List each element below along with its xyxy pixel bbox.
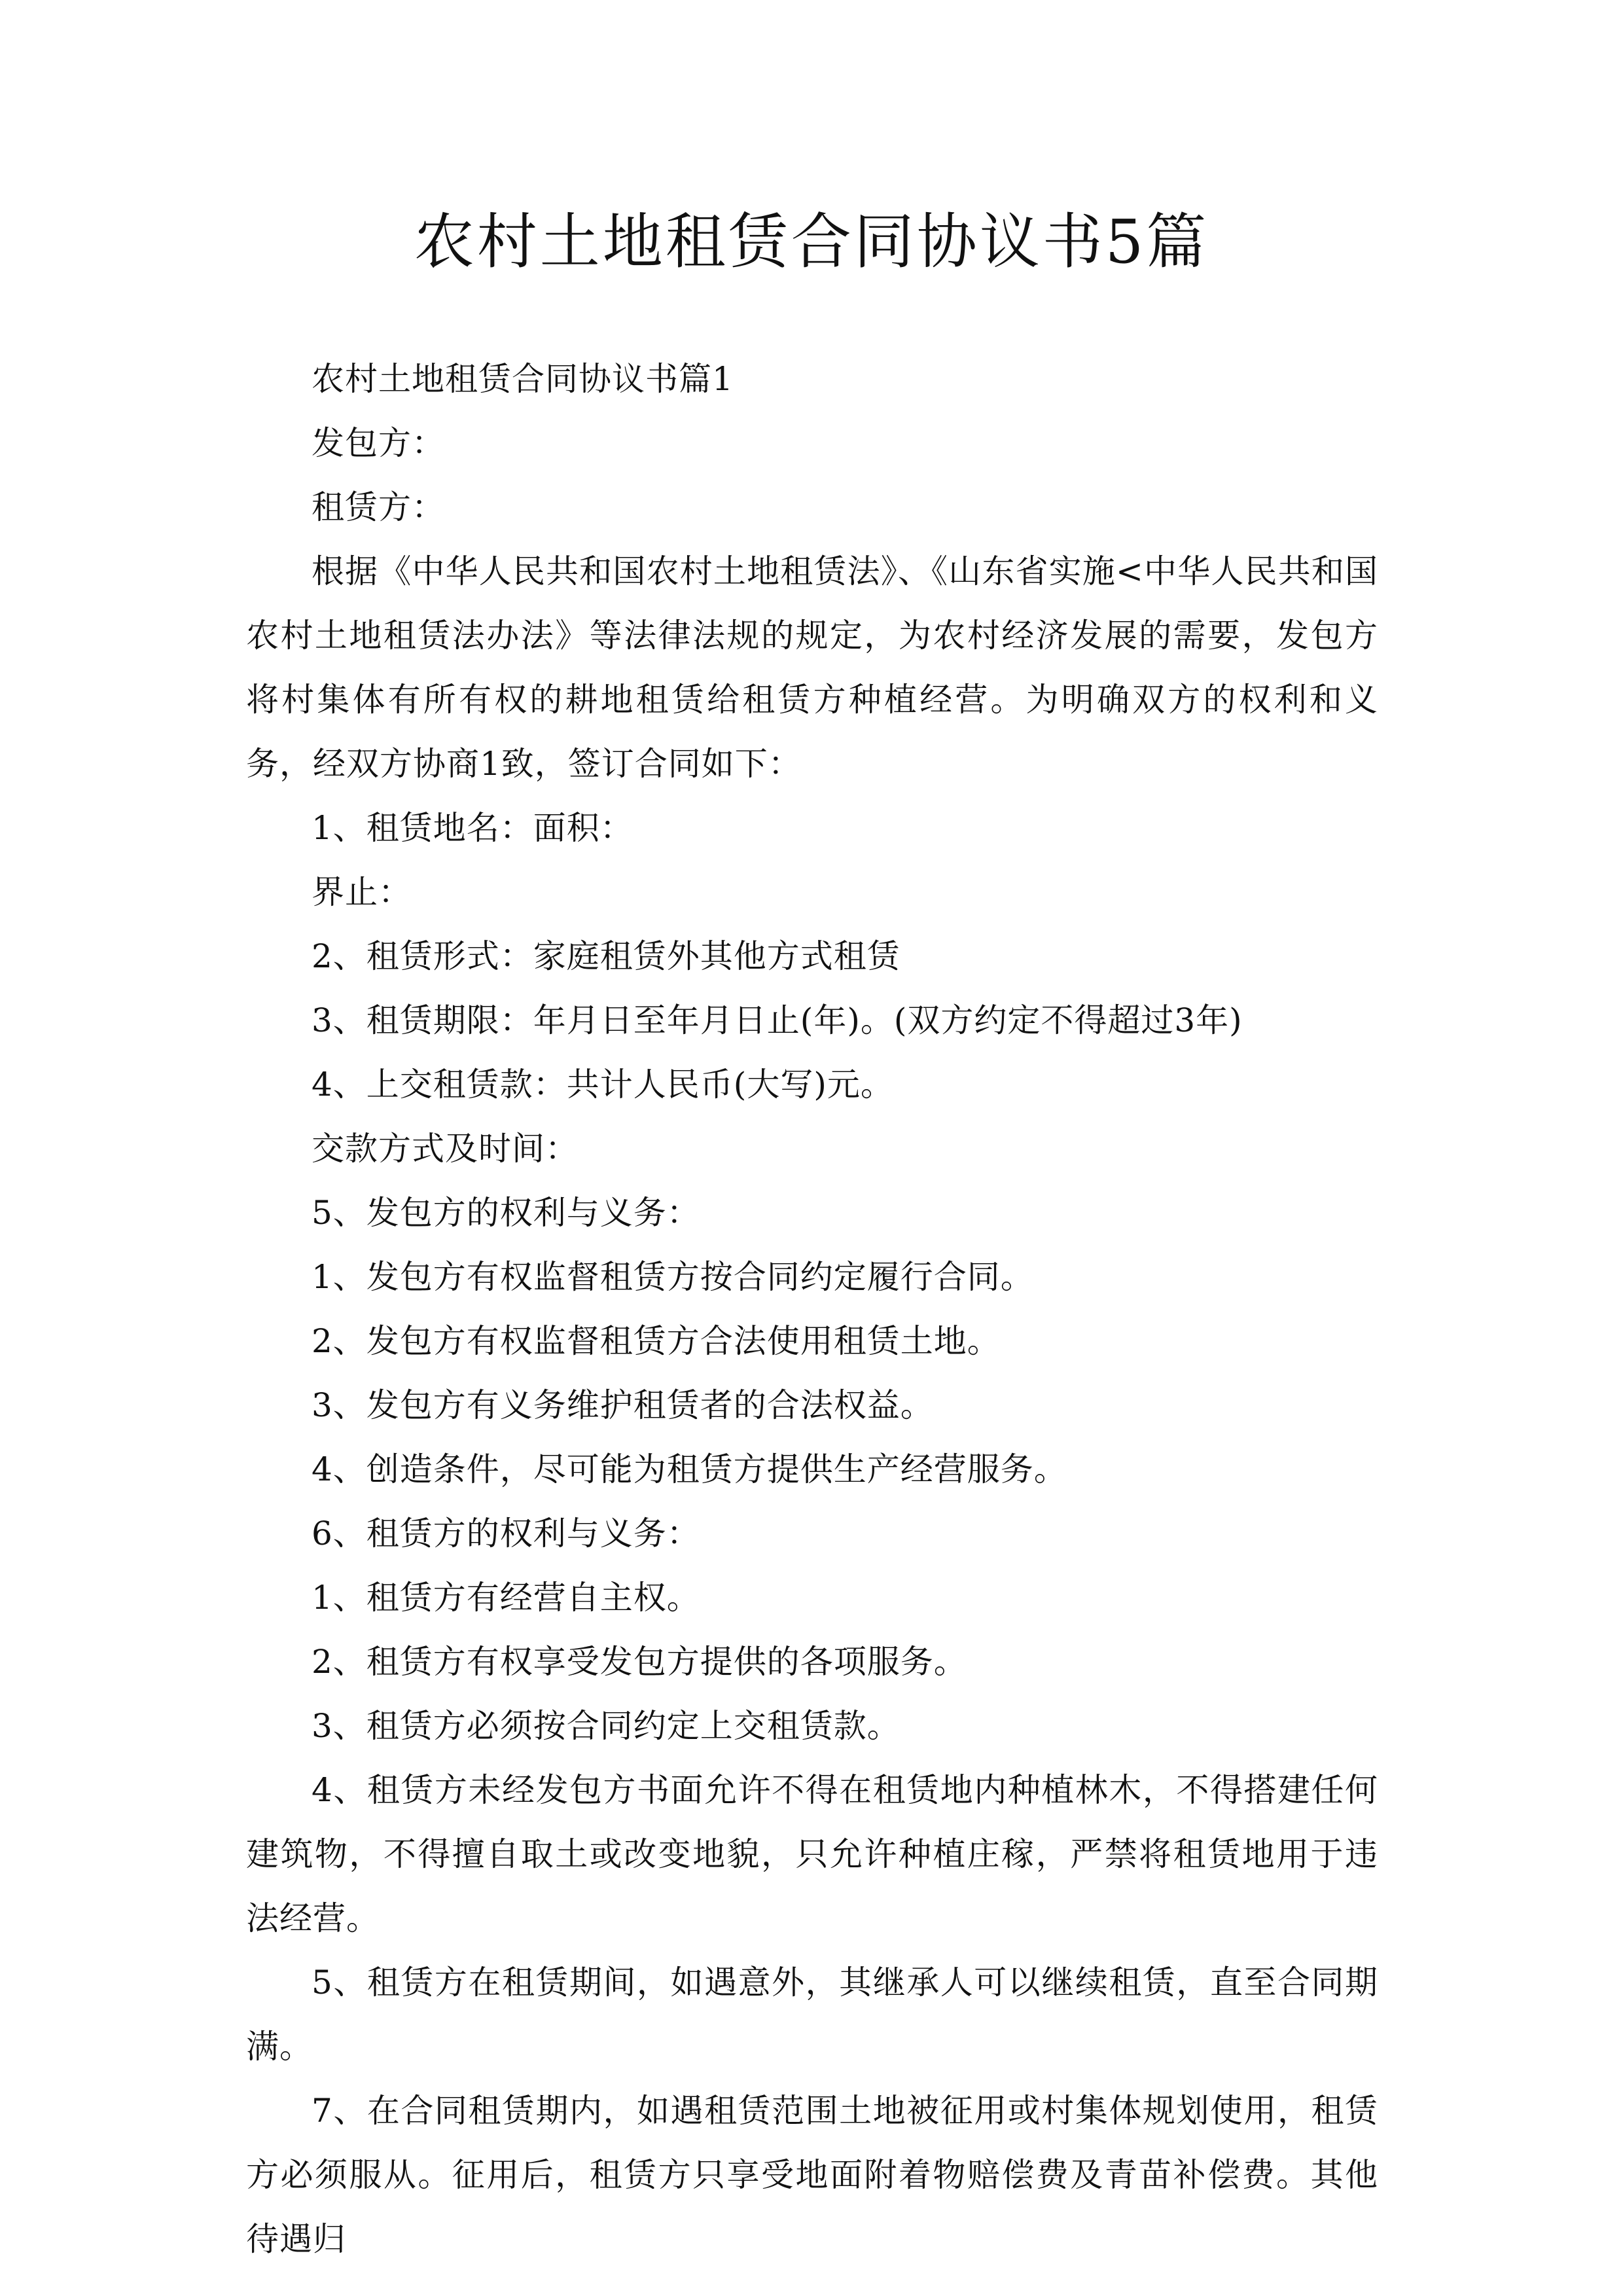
clause-paragraph: 5、租赁方在租赁期间，如遇意外，其继承人可以继续租赁，直至合同期满。	[246, 1964, 1378, 2066]
clause-paragraph: 3、租赁方必须按合同约定上交租赁款。	[312, 1707, 901, 1745]
document-body	[246, 347, 1378, 2271]
clause-paragraph: 1、发包方有权监督租赁方按合同约定履行合同。	[312, 1258, 1034, 1296]
section-heading: 农村土地租赁合同协议书篇1	[312, 360, 734, 398]
clause-paragraph: 2、租赁形式：家庭租赁外其他方式租赁	[312, 937, 901, 975]
party-a-line: 发包方：	[312, 424, 445, 462]
clause-paragraph: 3、租赁期限：年月日至年月日止(年)。(双方约定不得超过3年)	[312, 1001, 1243, 1039]
clause-paragraph: 4、租赁方未经发包方书面允许不得在租赁地内种植林木，不得搭建任何建筑物，不得擅自取土或改变地貌，只允许种植庄稼，严禁将租赁地用于违法经营。	[246, 1771, 1378, 1937]
clause-paragraph: 5、发包方的权利与义务：	[312, 1194, 700, 1232]
clause-paragraph: 1、租赁地名：面积：	[312, 809, 633, 847]
preamble-paragraph: 根据《中华人民共和国农村土地租赁法》、《山东省实施<中华人民共和国农村土地租赁法办法》等法律法规的规定，为农村经济发展的需要，发包方将村集体有所有权的耕地租赁给租赁方种植经营。为明确双方的权利和义务，经双方协商1致，签订合同如下：	[246, 552, 1378, 783]
clause-paragraph: 交款方式及时间：	[312, 1130, 579, 1168]
clause-paragraph: 2、发包方有权监督租赁方合法使用租赁土地。	[312, 1322, 1001, 1360]
clause-paragraph: 4、创造条件，尽可能为租赁方提供生产经营服务。	[312, 1450, 1067, 1488]
clause-paragraph: 7、在合同租赁期内，如遇租赁范围土地被征用或村集体规划使用，租赁方必须服从。征用后，租赁方只享受地面附着物赔偿费及青苗补偿费。其他待遇归	[246, 2092, 1378, 2258]
clause-paragraph: 4、上交租赁款：共计人民币(大写)元。	[312, 1066, 894, 1103]
clause-paragraph: 2、租赁方有权享受发包方提供的各项服务。	[312, 1643, 967, 1681]
clause-paragraph: 界止：	[312, 873, 412, 911]
clause-paragraph: 3、发包方有义务维护租赁者的合法权益。	[312, 1386, 934, 1424]
clause-paragraph: 1、租赁方有经营自主权。	[312, 1579, 700, 1617]
document-title: 农村土地租赁合同协议书5篇	[414, 207, 1209, 277]
party-b-line: 租赁方：	[312, 488, 445, 526]
clause-paragraph: 6、租赁方的权利与义务：	[312, 1515, 700, 1552]
